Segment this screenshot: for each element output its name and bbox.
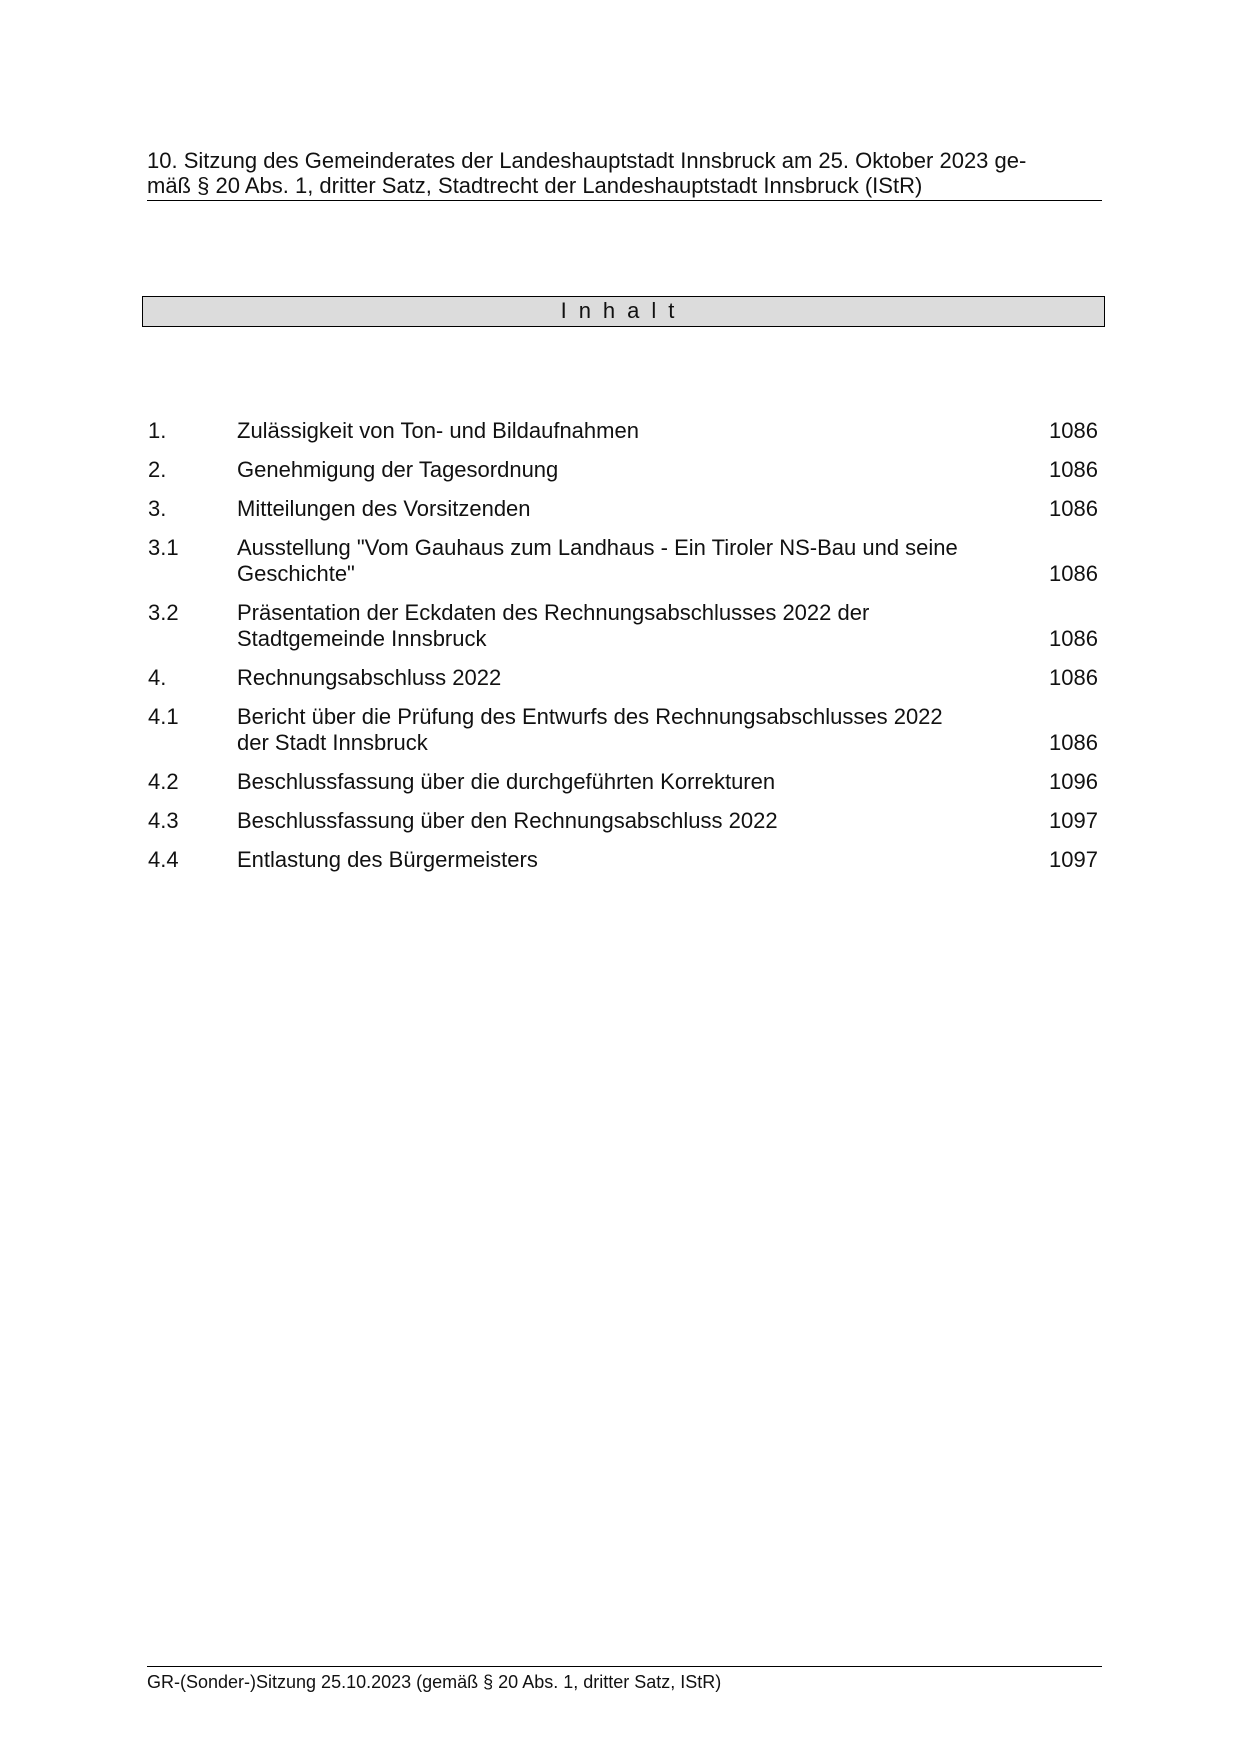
toc-entry-number: 4.4 xyxy=(148,847,179,872)
toc-entry-title xyxy=(237,600,1027,652)
toc-entry-page: 1086 xyxy=(1049,626,1098,651)
toc-entry-title-line: Stadtgemeinde Innsbruck xyxy=(237,626,487,651)
toc-entry-number: 3.2 xyxy=(148,600,179,625)
toc-entry xyxy=(148,535,1098,587)
toc-entry-title xyxy=(237,665,1027,691)
toc-entry xyxy=(148,665,1098,691)
toc-entry-title-line: Bericht über die Prüfung des Entwurfs des Rechnungsabschlusses 2022 xyxy=(237,704,943,729)
toc-entry-page: 1097 xyxy=(1049,847,1098,872)
toc-entry-title-line: Zulässigkeit von Ton- und Bildaufnahmen xyxy=(237,418,639,443)
toc-entry xyxy=(148,847,1098,873)
toc-entry-page: 1086 xyxy=(1049,457,1098,482)
toc-entry xyxy=(148,600,1098,652)
toc-entry-title-line: Geschichte" xyxy=(237,561,355,586)
footer-text: GR-(Sonder-)Sitzung 25.10.2023 (gemäß § 20 Abs. 1, dritter Satz, IStR) xyxy=(147,1672,722,1692)
toc-entry-number: 1. xyxy=(148,418,167,443)
toc-entry-page: 1097 xyxy=(1049,808,1098,833)
toc-entry-number: 4.3 xyxy=(148,808,179,833)
toc-entry xyxy=(148,769,1098,795)
toc-entry-title xyxy=(237,457,1027,483)
header-line-1: 10. Sitzung des Gemeinderates der Landeshauptstadt Innsbruck am 25. Oktober 2023 ge- xyxy=(147,148,1027,173)
toc-entry-title-line: Präsentation der Eckdaten des Rechnungsabschlusses 2022 der xyxy=(237,600,870,625)
toc-entry-title-line: Ausstellung "Vom Gauhaus zum Landhaus - Ein Tiroler NS-Bau und seine xyxy=(237,535,958,560)
toc-entry xyxy=(148,704,1098,756)
contents-heading: Inhalt xyxy=(560,298,687,323)
toc-entry-page: 1096 xyxy=(1049,769,1098,794)
toc-entry-title xyxy=(237,496,1027,522)
toc-entry-page: 1086 xyxy=(1049,730,1098,755)
toc-entry xyxy=(148,808,1098,834)
toc-entry-page: 1086 xyxy=(1049,496,1098,521)
toc-entry-number: 4.2 xyxy=(148,769,179,794)
toc-entry xyxy=(148,457,1098,483)
toc-entry-number: 4.1 xyxy=(148,704,179,729)
toc-entry-title xyxy=(237,535,1027,587)
toc-entry-page: 1086 xyxy=(1049,561,1098,586)
contents-heading-box xyxy=(142,296,1105,327)
toc-entry xyxy=(148,418,1098,444)
toc-entry-title-line: Rechnungsabschluss 2022 xyxy=(237,665,502,690)
header-line-2: mäß § 20 Abs. 1, dritter Satz, Stadtrecht der Landeshauptstadt Innsbruck (IStR) xyxy=(147,173,923,198)
toc-entry-number: 4. xyxy=(148,665,167,690)
toc-entry-page: 1086 xyxy=(1049,418,1098,443)
toc-entry-number: 3. xyxy=(148,496,167,521)
toc-entry-title xyxy=(237,847,1027,873)
toc-entry-page: 1086 xyxy=(1049,665,1098,690)
table-of-contents xyxy=(148,418,1098,886)
toc-entry-title-line: der Stadt Innsbruck xyxy=(237,730,428,755)
toc-entry-title xyxy=(237,418,1027,444)
page-header xyxy=(147,148,1102,201)
toc-entry-title-line: Entlastung des Bürgermeisters xyxy=(237,847,538,872)
toc-entry-title xyxy=(237,769,1027,795)
page-footer xyxy=(147,1666,1102,1693)
toc-entry xyxy=(148,496,1098,522)
toc-entry-title-line: Beschlussfassung über die durchgeführten Korrekturen xyxy=(237,769,776,794)
toc-entry-number: 3.1 xyxy=(148,535,179,560)
toc-entry-title xyxy=(237,808,1027,834)
toc-entry-title-line: Beschlussfassung über den Rechnungsabschluss 2022 xyxy=(237,808,778,833)
toc-entry-title xyxy=(237,704,1027,756)
toc-entry-title-line: Mitteilungen des Vorsitzenden xyxy=(237,496,531,521)
toc-entry-number: 2. xyxy=(148,457,167,482)
toc-entry-title-line: Genehmigung der Tagesordnung xyxy=(237,457,559,482)
